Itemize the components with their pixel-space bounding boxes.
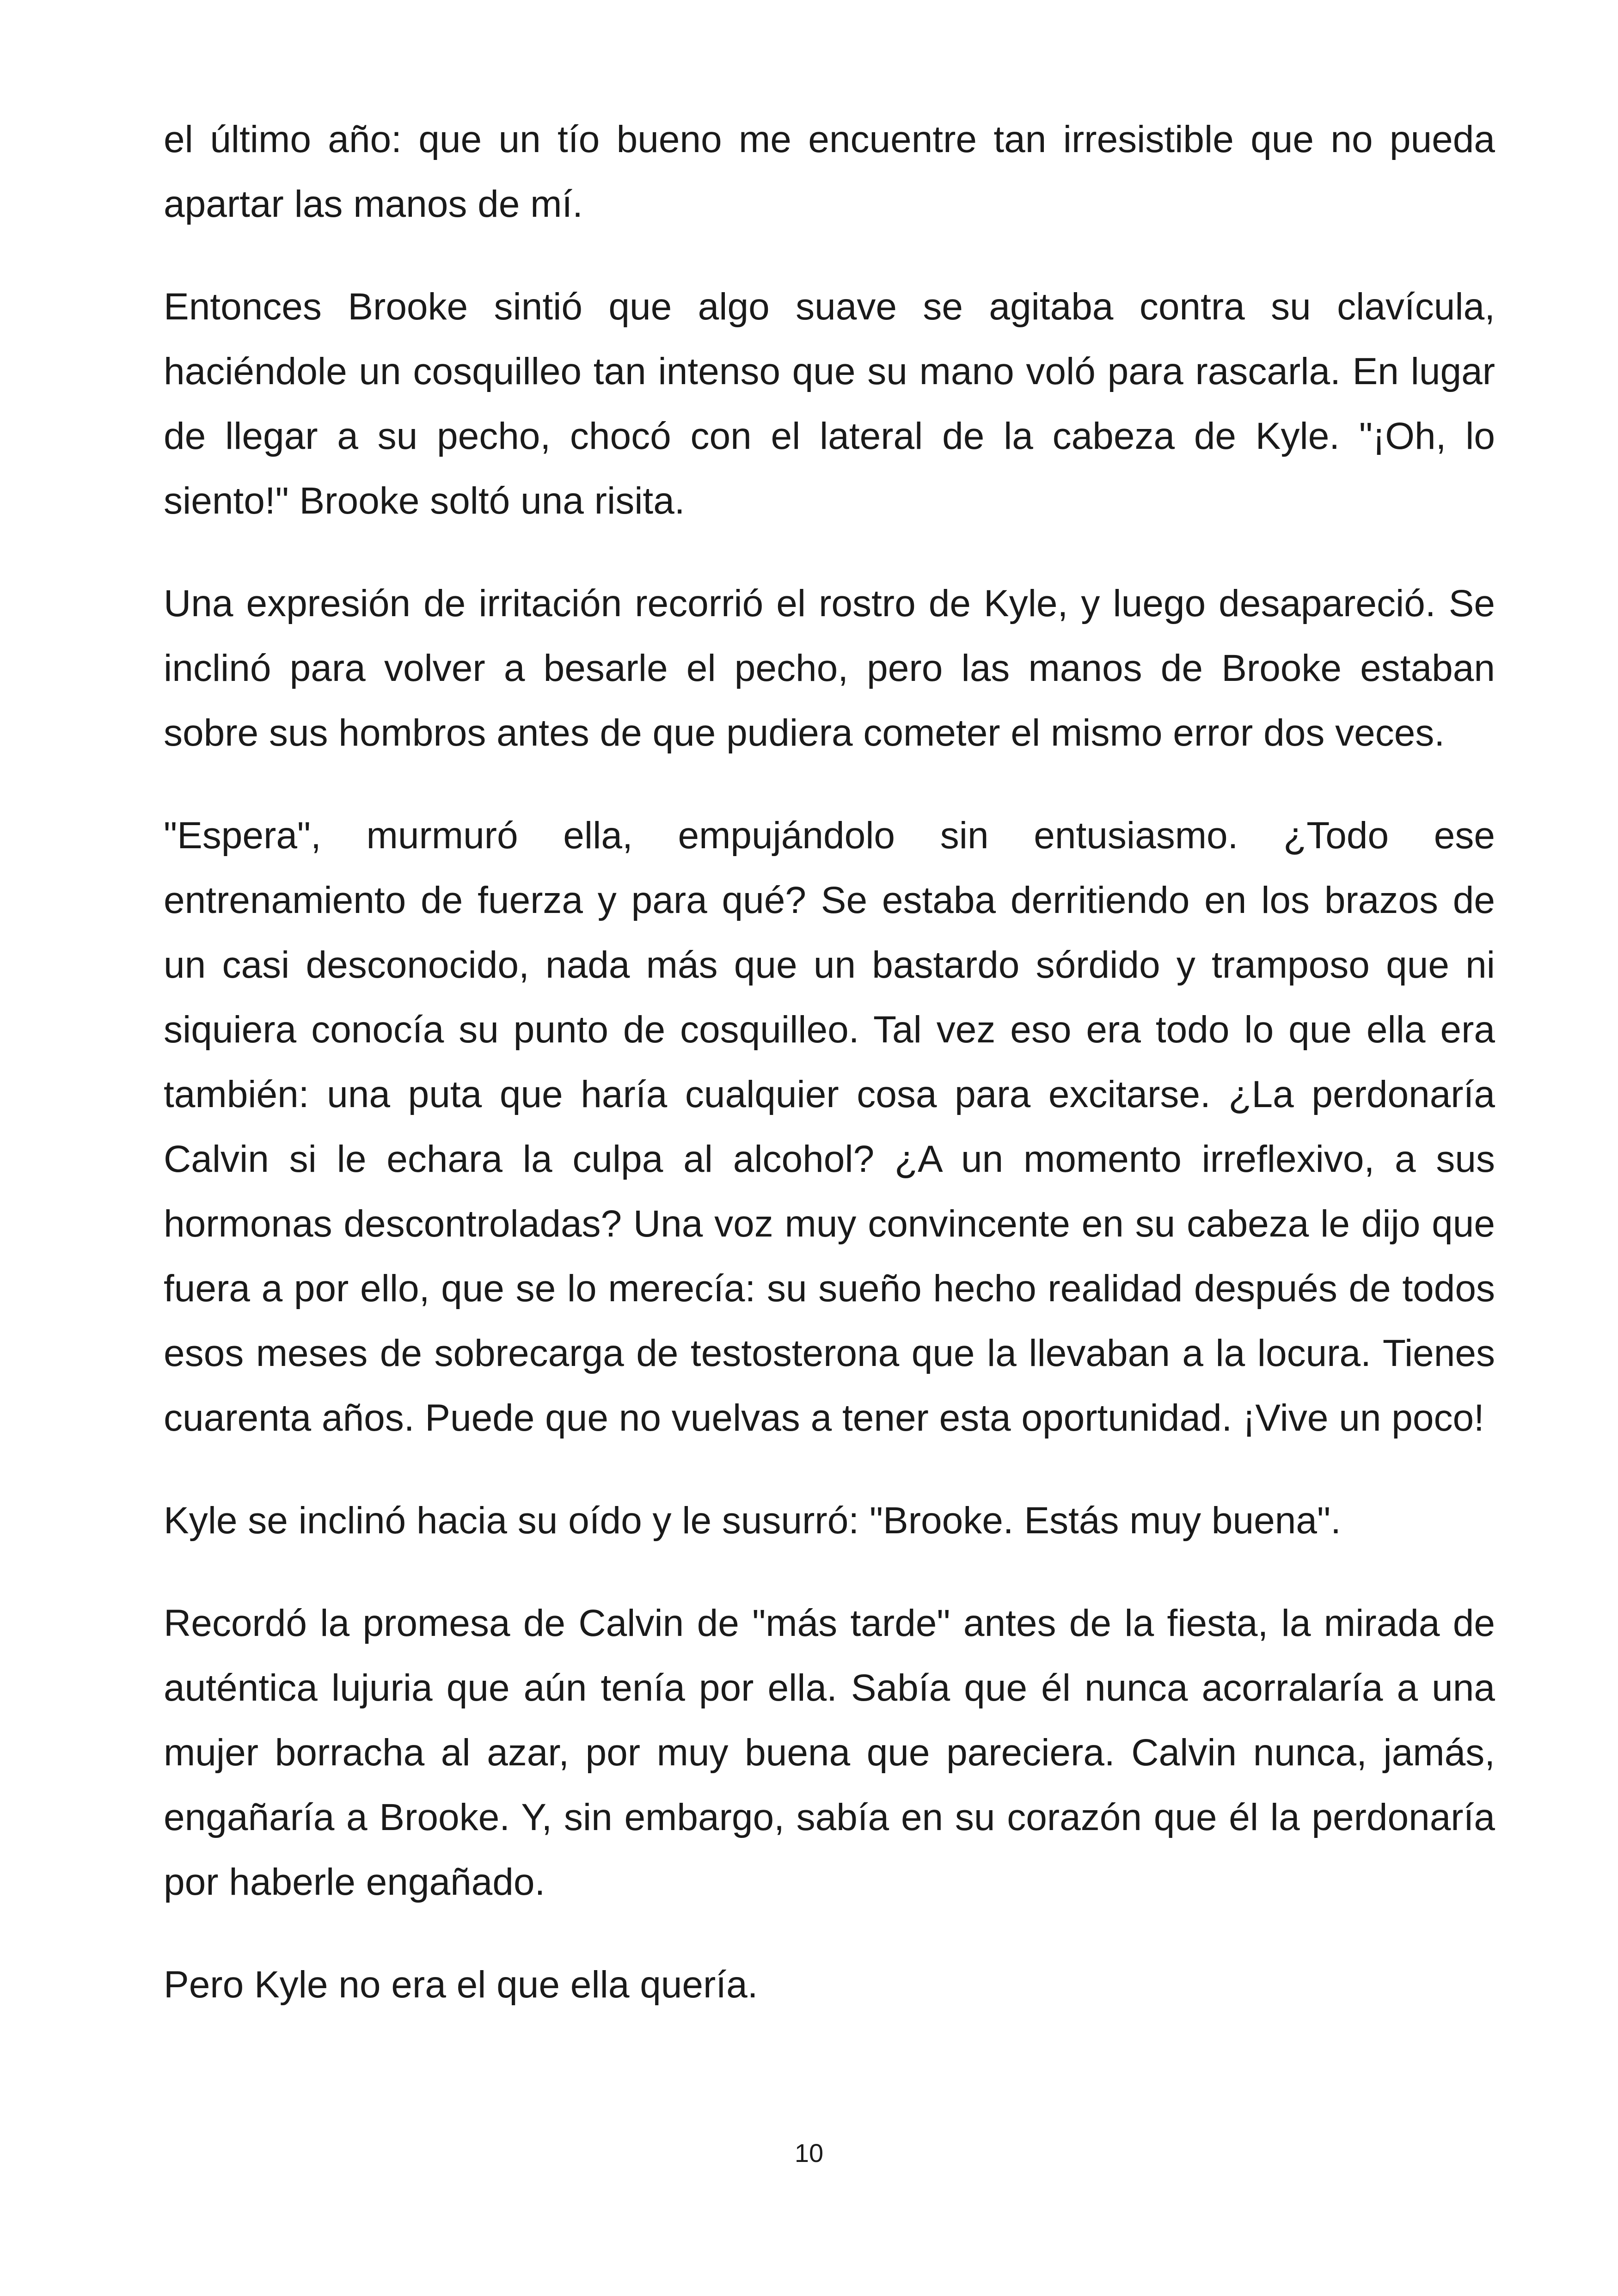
- paragraph: "Espera", murmuró ella, empujándolo sin entusiasmo. ¿Todo ese entrenamiento de fuerza y para qué? Se estaba derritiendo en los brazos de un casi desconocido, nada más que un bastardo sórdido y tramposo que ni siquiera conocía su punto de cosquilleo. Tal vez eso era todo lo que ella era también: una puta que haría cualquier cosa para excitarse. ¿La perdonaría Calvin si le echara la culpa al alcohol? ¿A un momento irreflexivo, a sus hormonas descontroladas? Una voz muy convincente en su cabeza le dijo que fuera a por ello, que se lo merecía: su sueño hecho realidad después de todos esos meses de sobrecarga de testosterona que la llevaban a la locura. Tienes cuarenta años. Puede que no vuelvas a tener esta oportunidad. ¡Vive un poco!: [164, 814, 1495, 1439]
- paragraph: Una expresión de irritación recorrió el rostro de Kyle, y luego desapareció. Se inclinó para volver a besarle el pecho, pero las manos de Brooke estaban sobre sus hombros antes de que pudiera cometer el mismo error dos veces.: [164, 582, 1495, 754]
- paragraph: Entonces Brooke sintió que algo suave se agitaba contra su clavícula, haciéndole un cosquilleo tan intenso que su mano voló para rascarla. En lugar de llegar a su pecho, chocó con el lateral de la cabeza de Kyle. "¡Oh, lo siento!" Brooke soltó una risita.: [164, 286, 1495, 522]
- body-text: [164, 107, 1495, 2055]
- paragraph: Kyle se inclinó hacia su oído y le susurró: "Brooke. Estás muy buena".: [164, 1500, 1341, 1542]
- page-number: 10: [794, 2138, 824, 2167]
- paragraph: Recordó la promesa de Calvin de "más tarde" antes de la fiesta, la mirada de auténtica lujuria que aún tenía por ella. Sabía que él nunca acorralaría a una mujer borracha al azar, por muy buena que pareciera. Calvin nunca, jamás, engañaría a Brooke. Y, sin embargo, sabía en su corazón que él la perdonaría por haberle engañado.: [164, 1602, 1495, 1903]
- paragraph: el último año: que un tío bueno me encuentre tan irresistible que no pueda apartar las manos de mí.: [164, 118, 1495, 225]
- paragraph: Pero Kyle no era el que ella quería.: [164, 1964, 758, 2006]
